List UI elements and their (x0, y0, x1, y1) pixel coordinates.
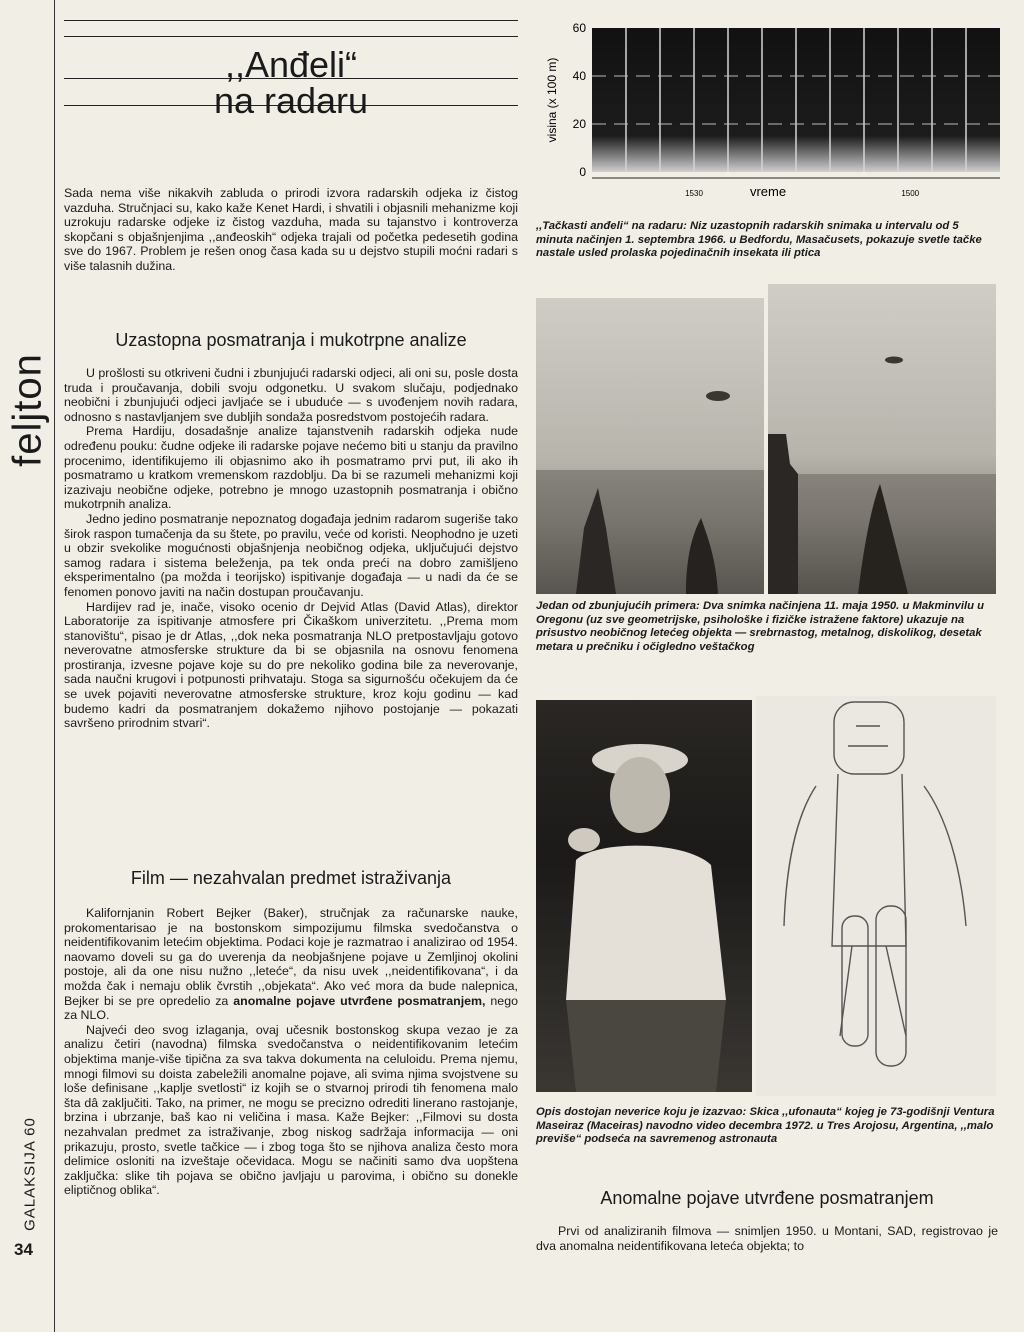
x-tick-label: 1500 (901, 189, 920, 198)
radar-caption: ,,Tačkasti anđeli“ na radaru: Niz uzastopnih radarskih snimaka u intervalu od 5 minuta načinjen 1. septembra 1966. u Bedfordu, Masačusets, pokazuje svetle tačke nastale usled prolaska pojedinačnih insekata ili ptica (536, 220, 982, 260)
photos-caption: Jedan od zbunjujućih primera: Dva snimka načinjena 11. maja 1950. u Makminvilu u Oregonu (uz sve geometrijske, psihološke i fizičke istražene faktore) ukazuje na prisustvo neobičnog letećeg objekta — srebrnastog, metalnog, diskolikog, desetak metara u prečniku i očigledno veštačkog (536, 600, 985, 653)
radar-chart-svg (536, 14, 1006, 204)
witness-photo (536, 700, 752, 1092)
paragraph: Prvi od analiziranih filmova — snimljen 1950. u Montani, SAD, registrovao je dva anomalna neidentifikovana leteća objekta; to (536, 1224, 998, 1253)
y-tick-label: 60 (572, 21, 586, 35)
x-tick-label: 1530 (685, 189, 703, 198)
title-line-1: ,,Anđeli“ (224, 44, 358, 85)
ufo-photo-1 (536, 298, 764, 594)
sketch-caption: Opis dostojan neverice koju je izazvao: Skica ,,ufonauta“ kojeg je 73-godišnji Ventura Maseiraz (Maceiras) navodno video decembra 1972. u Tres Arojosu, Argentina, ,,malo previše“ podseća na savremenog astronauta (536, 1106, 995, 1146)
paragraph: U prošlosti su otkriveni čudni i zbunjujući radarski odjeci, ali oni su, posle dosta truda i proučavanja, dobili svoju odgonetku. U svakom slučaju, podjednako neobični i zbunjujući odjeci javljaće se i ubuduće — s uvođenjem novih radara, odnosno s nastavljanjem sve dubljih sondaža posredstvom postojećih radara. (64, 366, 518, 424)
paragraph: Najveći deo svog izlaganja, ovaj učesnik bostonskog skupa vezao je za analizu četiri (navodna) filmska svedočanstva o neidentifikovanim letećim objektima manje-više tipična za sva takva dokumenta na celuloidu. Prema njemu, mnogi filmovi su doista zabeležili anomalne pojave, ali svima njima svojstvene su loše definisane ,,kaplje svetlosti“ iz kojih se o stvarnoj prirodi tih fenomena malo šta dâ zaključiti. Tako, na primer, ne mogu se precizno odrediti linerano rastojanje, brzina i ubrzanje, baš kao ni veličina i masa. Kaže Bejker: ,,Filmovi su dosta nezahvalan predmet za istraživanje, zbog niskog sadržaja informacija — oni prikazuju, prosto, svetle tačkice — i zbog toga što se njihova analiza često mora delimice osloniti na izveštaje očevidaca. Mogu se načiniti samo dva uopštena zaključka: slike tih pojava se obično javljaju u parovima, i obično su donekle eliptičnog oblika“. (64, 1022, 518, 1198)
paragraph: Kalifornjanin Robert Bejker (Baker), stručnjak za računarske nauke, prokomentarisao je na bostonskom simpozijumu filmska svedočanstva o neidentifikovanim letećim objektima. Podaci koje je razmatrao i analizirao od 1954. naovamo doveli su ga do uverenja da neobjašnjene pojave u Zemljinoj okolini postoje, ali da one nisu nužno ,,leteće“, da nisu uvek ,,neidentifikovana“, i da možda čak i nemaju oblik čvrstih ,,objekata“. Ako već mora da bude nalepnica, Bejker bi se pre opredelio za anomalne pojave utvrđene posmatranjem, nego za NLO. (64, 906, 518, 1023)
paragraph: Hardijev rad je, inače, visoko ocenio dr Dejvid Atlas (David Atlas), direktor Laboratorije za ispitivanje atmosfere pri Čikaškom univerzitetu. ,,Prema mom stanovištu“, pisao je dr Atlas, ,,dok neka posmatranja NLO pretpostavljaju gotovo neverovatne atmosferske strukture da bi se objasnila na osnovu fenomena prostiranja, izvesne pojave koje su do pre nekoliko godina bile za neverovanje, sada naučni krugovi i potpunosti prihvataju. Stoga sa sigurnošću očekujem da će se uvek pojaviti neverovatne atmosferske strukture, kroz koju godinu — kad budemo kadri da posmatranjem dokažemo njihovo postojanje — pokazati savršeno prirodnim stvari“. (64, 599, 518, 731)
margin-rule (54, 0, 55, 1332)
section-label: feljton (5, 353, 50, 467)
astronaut-sketch (756, 696, 996, 1096)
article-title (64, 20, 518, 121)
paragraph: Prema Hardiju, dosadašnje analize tajanstvenih radarskih odjeka nude određenu pouku: čudne odjeke ili radarske pojave nećemo biti u stanju da pravilno procenimo, identifikujemo ili objasnimo ako ih posmatramo prvi put, ili ako ih posmatramo u kratkom vremenskom razdoblju. Da bi se razumeli mehanizmi koji izazivaju neobične odjeke, potrebno je mnogo uzastopnih posmatranja i obično mukotrpnih analiza. (64, 424, 518, 512)
paragraph: Jedno jedino posmatranje nepoznatog događaja jednim radarom sugeriše tako širok raspon tumačenja da su štete, po pravilu, veće od koristi. Neophodno je uzeti u obzir svekolike mogućnosti objašnjenja neobičnog odjeka, uključujući dejstvo samog radara i sistema beleženja, pa tek onda preći na dobro zamišljeno eksperimentalno (pa možda i teorijsko) ispitivanje događaja — u nadi da će se fenomen ponovo javiti na način dostupan proučavanju. (64, 511, 518, 599)
section-heading-3: Anomalne pojave utvrđene posmatranjem (600, 1188, 934, 1208)
section-heading-1: Uzastopna posmatranja i mukotrpne analize (115, 330, 467, 350)
x-axis-label: vreme (749, 184, 787, 199)
section-1-body (64, 366, 518, 731)
page-number: 34 (14, 1240, 33, 1259)
section-heading-2: Film — nezahvalan predmet istraživanja (130, 868, 452, 888)
ufo-photo-2 (768, 284, 996, 594)
y-tick-label: 40 (572, 69, 586, 83)
magazine-name: GALAKSIJA 60 (21, 1117, 39, 1231)
y-axis-label: visina (x 100 m) (545, 57, 559, 143)
section-2-body (64, 906, 518, 1198)
intro-paragraph: Sada nema više nikakvih zabluda o prirodi izvora radarskih odjeka iz čistog vazduha. Stručnjaci su, kako kaže Kenet Hardi, i shvatili i objasnili mehanizme koji uzrokuju radarske odjeke iz čistog vazduha, mada su tajanstvo i kontroverza skopčani s objašnjenjima ,,anđeoskih“ odjeka trajali od početka pedesetih godina sve do 1967. Problem je rešen onog časa kada su u dejstvo stupili moćni radari s više talasnih dužina. (64, 186, 518, 273)
section-3-body (536, 1224, 998, 1253)
y-tick-label: 0 (579, 165, 586, 179)
radar-chart (536, 14, 1006, 204)
y-tick-label: 20 (572, 117, 586, 131)
title-line-2: na radaru (213, 80, 369, 121)
